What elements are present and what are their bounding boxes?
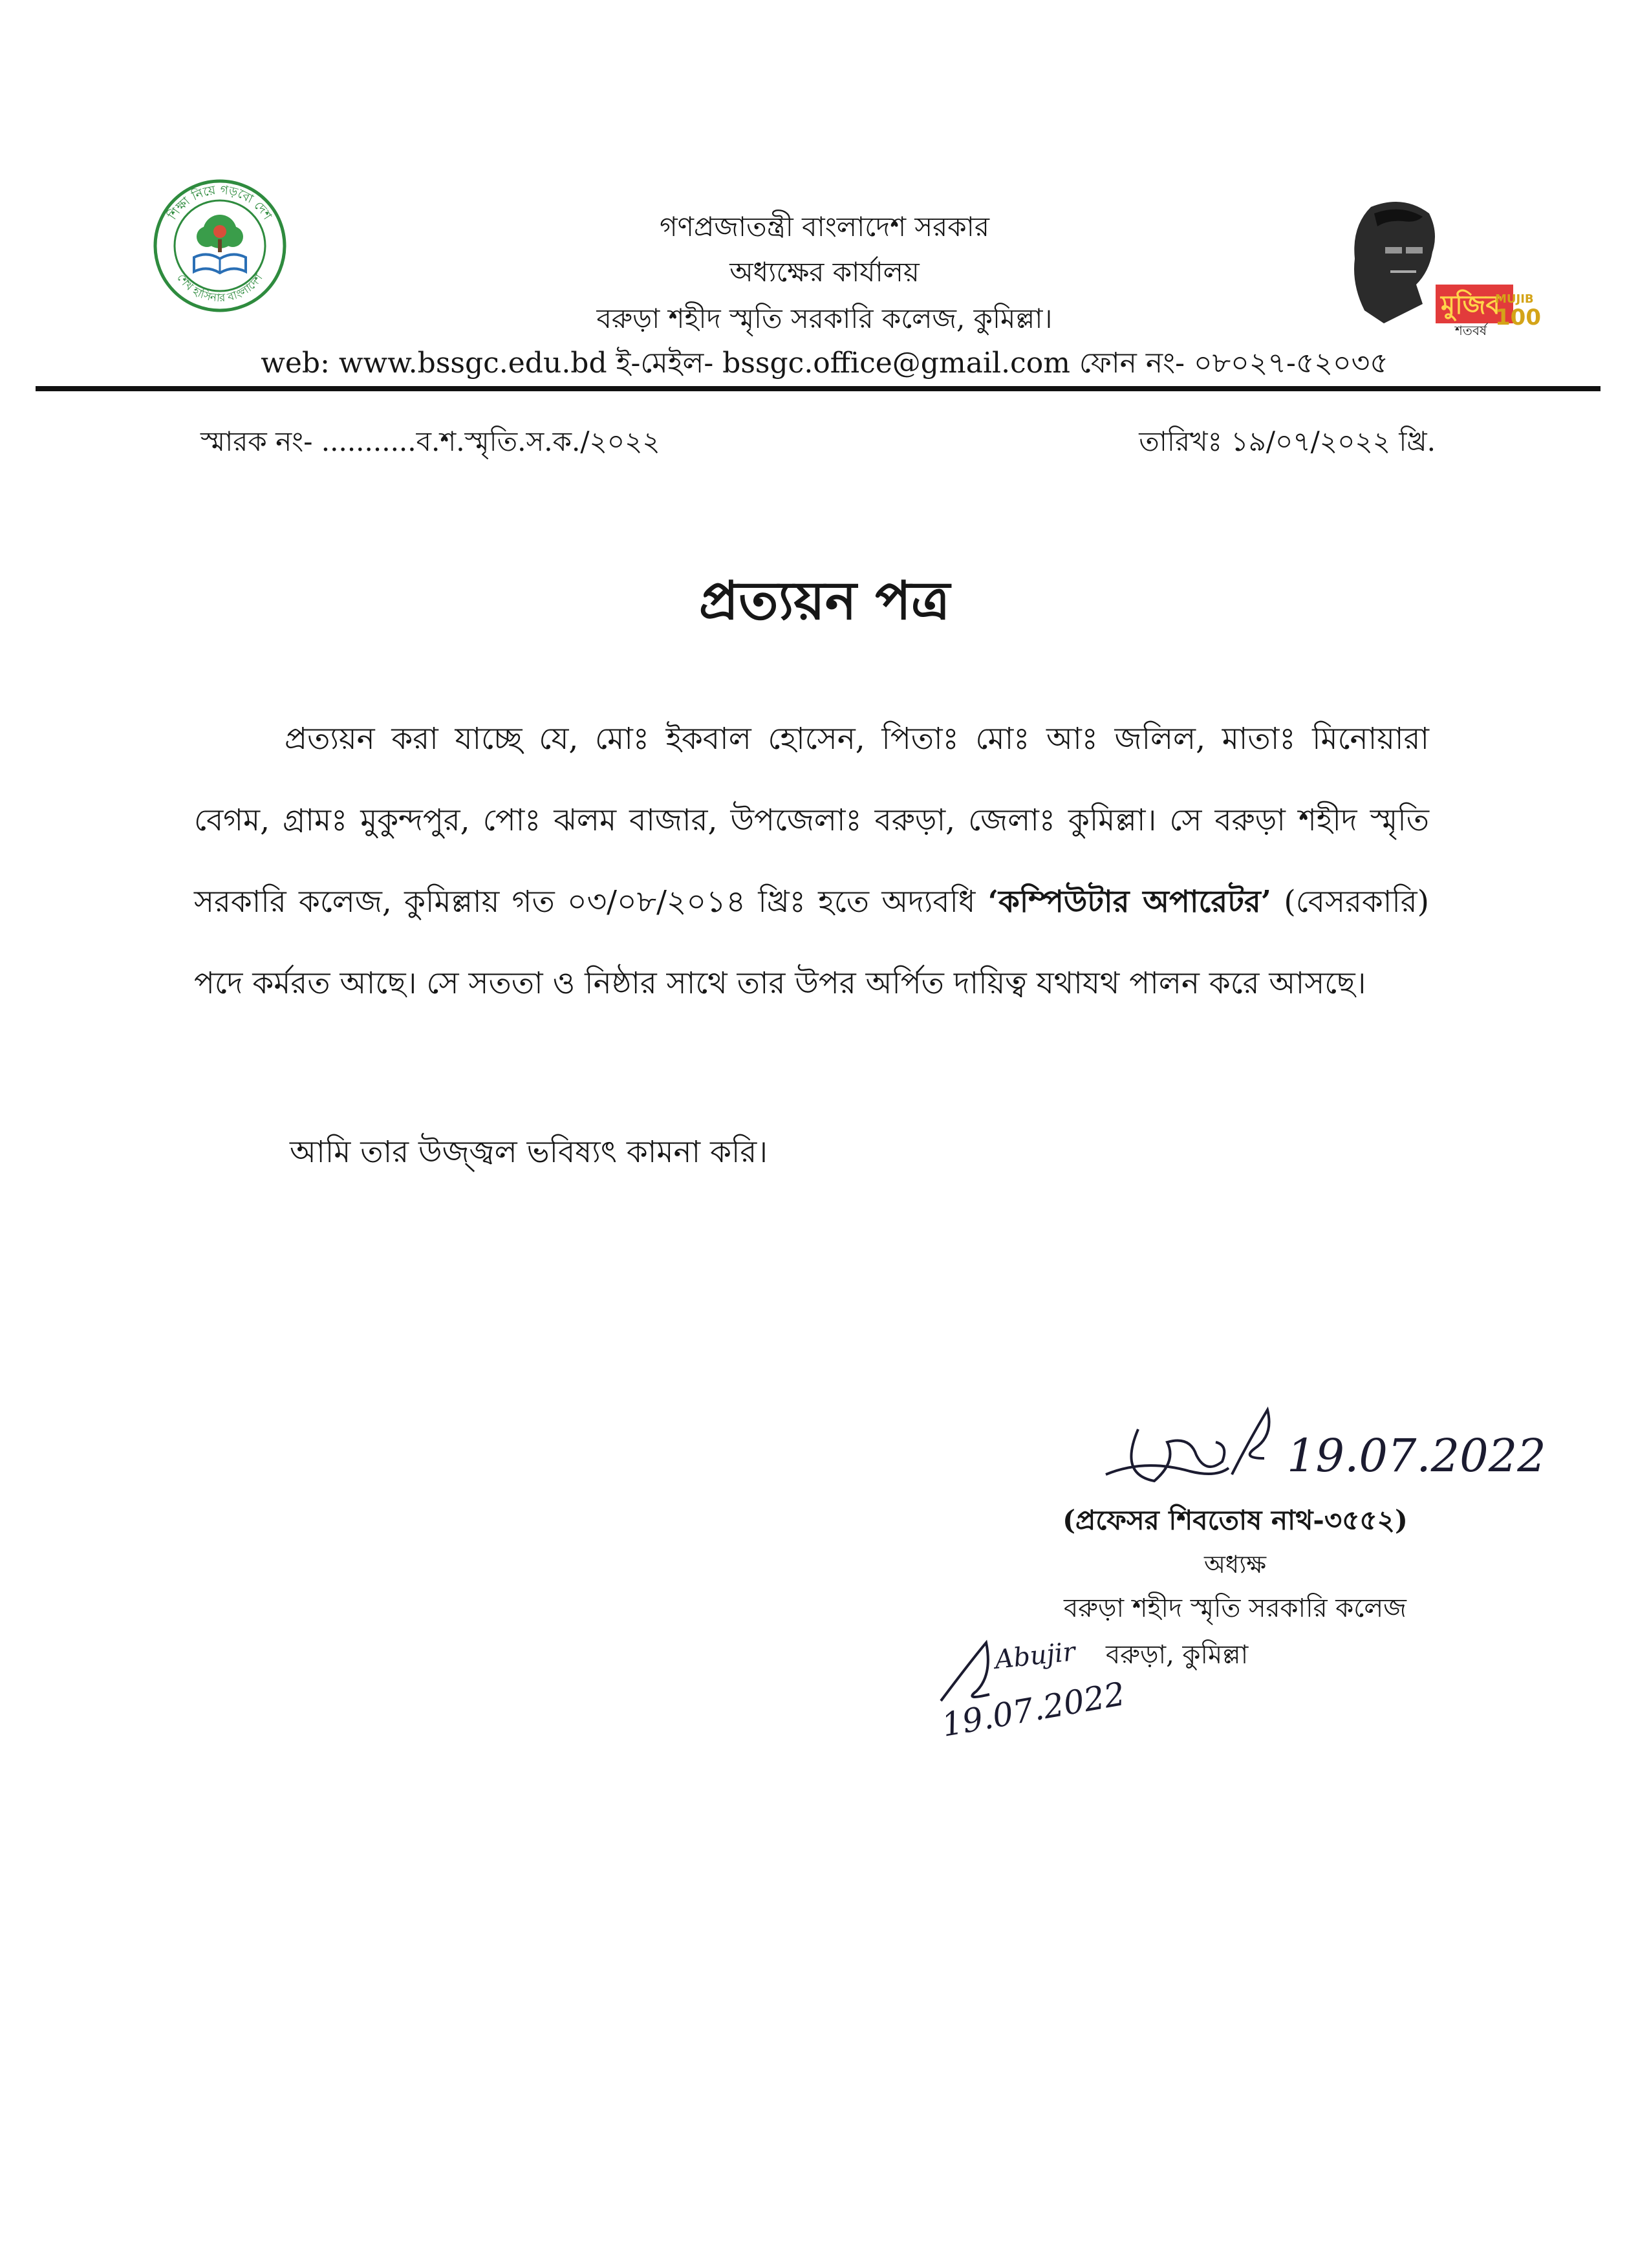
header-government: গণপ্রজাতন্ত্রী বাংলাদেশ সরকার bbox=[660, 211, 989, 243]
principal-signature bbox=[1093, 1397, 1571, 1507]
body-text-part2: (বেসরকারি) পদে কর্মরত আছে। সে সততা ও নিষ্ঠার সাথে তার উপর অর্পিত দায়িত্ব যথাযথ পালন করে আসছে। bbox=[194, 884, 1429, 1001]
svg-text:শেখ হাসিনার বাংলাদেশ: শেখ হাসিনার বাংলাদেশ bbox=[174, 272, 266, 305]
principal-institution: বরুড়া শহীদ স্মৃতি সরকারি কলেজ bbox=[1064, 1593, 1406, 1623]
principal-designation: অধ্যক্ষ bbox=[1203, 1550, 1266, 1579]
svg-text:19.07.2022: 19.07.2022 bbox=[1287, 1429, 1546, 1482]
position-name: ‘কম্পিউটার অপারেটর’ bbox=[987, 884, 1272, 920]
svg-text:মুজিব: মুজিব bbox=[1441, 290, 1500, 320]
svg-text:100: 100 bbox=[1495, 305, 1541, 330]
document-title: প্রত্যয়ন পত্র bbox=[698, 570, 951, 632]
header-institution: বরুড়া শহীদ স্মৃতি সরকারি কলেজ, কুমিল্লা। bbox=[596, 303, 1053, 334]
countersignature bbox=[931, 1617, 1203, 1746]
certificate-body bbox=[194, 698, 1429, 1024]
contact-line: web: www.bssgc.edu.bd ই-মেইল- bssgc.office@gmail.com ফোন নং- ০৮০২৭-৫২০৩৫ bbox=[261, 347, 1388, 380]
memo-number: স্মারক নং- ...........ব.শ.স্মৃতি.স.ক./২০২২ bbox=[200, 426, 660, 457]
svg-text:শিক্ষা নিয়ে গড়বো দেশ: শিক্ষা নিয়ে গড়বো দেশ bbox=[165, 182, 275, 222]
svg-text:MUJIB: MUJIB bbox=[1495, 292, 1534, 306]
principal-name: (প্রফেসর শিবতোষ নাথ-৩৫৫২) bbox=[1062, 1504, 1408, 1536]
issue-date: তারিখঃ ১৯/০৭/২০২২ খ্রি. bbox=[1139, 426, 1436, 457]
mujib-100-emblem bbox=[1326, 188, 1541, 343]
svg-text:19.07.2022: 19.07.2022 bbox=[939, 1674, 1128, 1744]
svg-text:Abujir: Abujir bbox=[993, 1637, 1077, 1675]
header-divider bbox=[36, 386, 1600, 391]
principal-place: বরুড়া, কুমিল্লা bbox=[1106, 1640, 1249, 1670]
svg-text:শতবর্ষ: শতবর্ষ bbox=[1455, 323, 1487, 338]
closing-wish: আমি তার উজ্জ্বল ভবিষ্যৎ কামনা করি। bbox=[290, 1134, 768, 1170]
header-office: অধ্যক্ষের কার্যালয় bbox=[729, 256, 920, 288]
body-text-part1: প্রত্যয়ন করা যাচ্ছে যে, মোঃ ইকবাল হোসেন, পিতাঃ মোঃ আঃ জলিল, মাতাঃ মিনোয়ারা বেগম, গ্রামঃ মুকুন্দপুর, পোঃ ঝলম বাজার, উপজেলাঃ বরুড়া, জেলাঃ কুমিল্লা। সে বরুড়া শহীদ স্মৃতি সরকারি কলেজ, কুমিল্লায় গত ০৩/০৮/২০১৪ খ্রিঃ হতে অদ্যবধি bbox=[194, 721, 1429, 920]
